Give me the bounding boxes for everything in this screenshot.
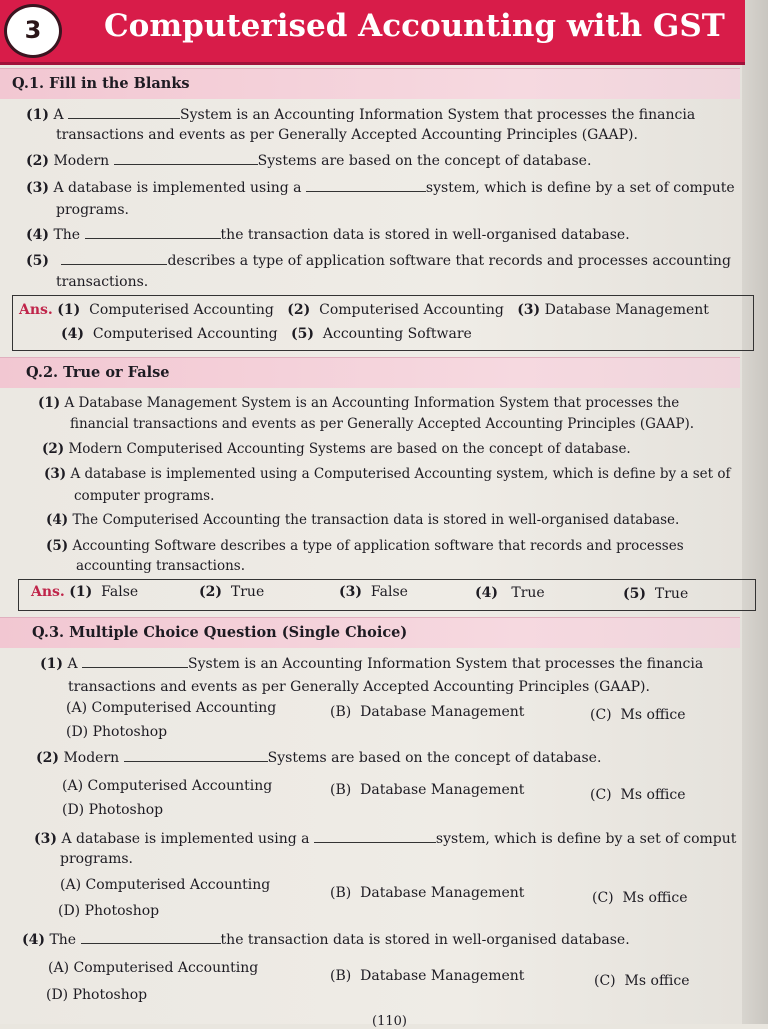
q3-item-1-option-b: (B) Database Management bbox=[330, 704, 525, 720]
q3-item-1: (1) A System is an Accounting Information System that processes the financia bbox=[40, 656, 704, 672]
q3-item-4-option-c: (C) Ms office bbox=[594, 973, 690, 989]
chapter-header bbox=[0, 0, 745, 65]
q3-item-3-option-d: (D) Photoshop bbox=[58, 903, 160, 919]
q2-answer-5: (5) True bbox=[623, 586, 689, 602]
answer-blank bbox=[306, 179, 426, 192]
q3-item-4-option-d: (D) Photoshop bbox=[46, 987, 148, 1003]
q3-item-1-options-row: (A) Computerised Accounting bbox=[66, 700, 277, 716]
answer-blank bbox=[82, 655, 188, 668]
q1-answer-box bbox=[12, 295, 754, 351]
q3-item-3-option-b: (B) Database Management bbox=[330, 885, 525, 901]
q1-item-1: (1) A System is an Accounting Information System that processes the financia bbox=[26, 107, 696, 123]
q3-item-2-option-a: (A) Computerised Accounting bbox=[62, 778, 273, 794]
answer-blank bbox=[68, 106, 180, 119]
q2-item-1-cont: financial transactions and events as per Generally Accepted Accounting Principles (GAAP). bbox=[70, 416, 695, 432]
q3-item-3: (3) A database is implemented using a system, which is define by a set of comput bbox=[34, 831, 737, 847]
q3-item-1-option-d: (D) Photoshop bbox=[66, 724, 168, 740]
answer-blank bbox=[124, 749, 268, 762]
q3-item-2-option-c: (C) Ms office bbox=[590, 787, 686, 803]
q3-item-3-option-a: (A) Computerised Accounting bbox=[60, 877, 271, 893]
q1-answer-row-1: Ans. (1) Computerised Accounting (2) Computerised Accounting (3) Database Management bbox=[19, 302, 709, 318]
q1-heading-bar bbox=[0, 68, 740, 99]
q1-item-3-cont: programs. bbox=[56, 202, 129, 218]
q2-answer-2: (2) True bbox=[199, 584, 265, 600]
q2-answer-4: (4) True bbox=[475, 585, 545, 601]
q2-answer-1: Ans. (1) False bbox=[31, 584, 139, 600]
q3-heading: Q.3. Multiple Choice Question (Single Choice) bbox=[32, 624, 408, 641]
chapter-number-badge: 3 bbox=[4, 4, 62, 58]
q3-item-4: (4) The the transaction data is stored in well-organised database. bbox=[22, 932, 630, 948]
q2-item-2: (2) Modern Computerised Accounting Systems are based on the concept of database. bbox=[42, 441, 631, 457]
q2-item-3-cont: computer programs. bbox=[74, 488, 215, 504]
q3-item-4-option-a: (A) Computerised Accounting bbox=[48, 960, 259, 976]
q3-item-2: (2) Modern Systems are based on the concept of database. bbox=[36, 750, 602, 766]
q3-heading-bar bbox=[0, 617, 740, 648]
q3-item-2-option-b: (B) Database Management bbox=[330, 782, 525, 798]
q2-item-4: (4) The Computerised Accounting the transaction data is stored in well-organised database. bbox=[46, 512, 680, 528]
q1-item-5-cont: transactions. bbox=[56, 274, 149, 290]
q3-item-3-cont: programs. bbox=[60, 851, 133, 867]
answer-blank bbox=[85, 226, 221, 239]
q2-heading-bar bbox=[0, 357, 740, 388]
q3-item-1-cont: transactions and events as per Generally Accepted Accounting Principles (GAAP). bbox=[68, 679, 650, 695]
page-number: (110) bbox=[372, 1014, 407, 1029]
q2-answer-3: (3) False bbox=[339, 584, 408, 600]
answer-blank bbox=[114, 152, 258, 165]
chapter-title: Computerised Accounting with GST bbox=[104, 8, 725, 44]
q2-answer-box bbox=[18, 579, 756, 611]
q3-item-3-option-c: (C) Ms office bbox=[592, 890, 688, 906]
q2-item-5-cont: accounting transactions. bbox=[76, 558, 246, 574]
q2-item-3: (3) A database is implemented using a Computerised Accounting system, which is define by a set of bbox=[44, 466, 731, 482]
answer-blank bbox=[81, 931, 221, 944]
q1-item-3: (3) A database is implemented using a system, which is define by a set of compute bbox=[26, 180, 735, 196]
q1-item-5: (5) describes a type of application software that records and processes accounting bbox=[26, 253, 731, 269]
q1-answer-row-2: (4) Computerised Accounting (5) Accounting Software bbox=[61, 326, 472, 342]
q2-heading: Q.2. True or False bbox=[26, 364, 170, 381]
q1-item-1-cont: transactions and events as per Generally Accepted Accounting Principles (GAAP). bbox=[56, 127, 638, 143]
q3-item-4-option-b: (B) Database Management bbox=[330, 968, 525, 984]
answer-blank bbox=[314, 830, 436, 843]
q2-item-1: (1) A Database Management System is an Accounting Information System that processes the bbox=[38, 395, 680, 411]
q2-item-5: (5) Accounting Software describes a type of application software that records and processes bbox=[46, 538, 684, 554]
answer-blank bbox=[61, 252, 167, 265]
q1-heading: Q.1. Fill in the Blanks bbox=[12, 75, 190, 92]
page-spine-shadow bbox=[742, 0, 768, 1024]
q3-item-1-option-c: (C) Ms office bbox=[590, 707, 686, 723]
q1-item-2: (2) Modern Systems are based on the concept of database. bbox=[26, 153, 592, 169]
q3-item-2-option-d: (D) Photoshop bbox=[62, 802, 164, 818]
q1-item-4: (4) The the transaction data is stored in well-organised database. bbox=[26, 227, 630, 243]
